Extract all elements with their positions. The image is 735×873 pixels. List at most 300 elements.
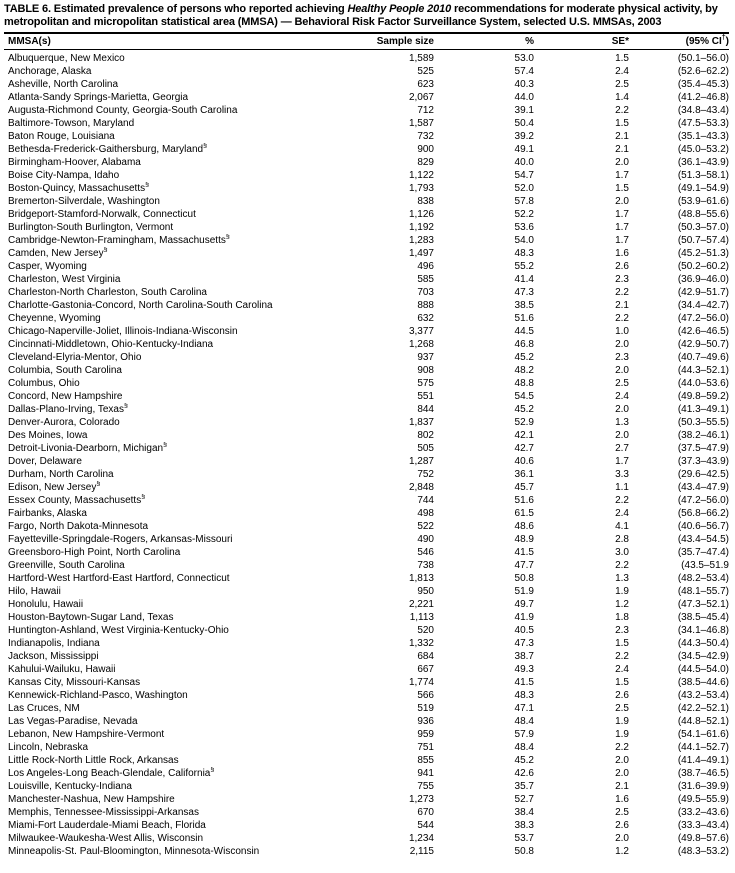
column-header-ci-text: (95% CI [685,35,722,47]
section-footnote-marker: § [145,181,150,189]
percent-cell: 49.7 [514,598,534,610]
mmsa-name-cell [4,416,376,429]
mmsa-name: Cleveland-Elyria-Mentor, Ohio [8,351,142,363]
ci-cell: (43.5–51.9 [681,559,729,571]
percent-cell: 49.3 [514,663,534,675]
mmsa-name: Charleston, West Virginia [8,273,121,285]
ci-cell: (49.1–54.9) [677,182,729,194]
table-row [4,130,729,143]
sample-size-cell: 941 [417,767,434,779]
percent-cell: 47.7 [514,559,534,571]
table-row [4,377,729,390]
percent-cell: 50.8 [514,572,534,584]
mmsa-name-cell [4,481,376,494]
mmsa-name: Atlanta-Sandy Springs-Marietta, Georgia [8,91,189,103]
se-cell: 1.5 [615,676,629,688]
mmsa-name: Fargo, North Dakota-Minnesota [8,520,149,532]
mmsa-name: Miami-Fort Lauderdale-Miami Beach, Florida [8,819,206,831]
mmsa-name: Albuquerque, New Mexico [8,52,125,64]
mmsa-name-cell [4,520,376,533]
percent-cell: 61.5 [514,507,534,519]
table-row [4,611,729,624]
sample-size-cell: 738 [417,559,434,571]
mmsa-name: Lebanon, New Hampshire-Vermont [8,728,165,740]
sample-size-cell: 802 [417,429,434,441]
ci-cell: (33.3–43.4) [677,819,729,831]
mmsa-name-cell [4,312,376,325]
table-row [4,832,729,845]
se-cell: 2.5 [615,78,629,90]
mmsa-name: Essex County, Massachusetts [8,494,142,506]
mmsa-name-cell [4,130,376,143]
sample-size-cell: 1,774 [408,676,434,688]
table-row [4,208,729,221]
mmsa-name: Asheville, North Carolina [8,78,119,90]
percent-cell: 47.3 [514,637,534,649]
mmsa-name: Anchorage, Alaska [8,65,92,77]
table-row [4,416,729,429]
sample-size-cell: 670 [417,806,434,818]
percent-cell: 49.1 [514,143,534,155]
mmsa-name-cell [4,65,376,78]
percent-cell: 45.2 [514,403,534,415]
percent-cell: 48.2 [514,364,534,376]
mmsa-name: Denver-Aurora, Colorado [8,416,120,428]
se-cell: 2.1 [615,130,629,142]
mmsa-name: Bridgeport-Stamford-Norwalk, Connecticut [8,208,196,220]
mmsa-name: Des Moines, Iowa [8,429,88,441]
sample-size-cell: 525 [417,65,434,77]
ci-cell: (47.2–56.0) [677,312,729,324]
sample-size-cell: 544 [417,819,434,831]
mmsa-name-cell [4,546,376,559]
percent-cell: 45.2 [514,351,534,363]
table-row [4,845,729,858]
se-cell: 1.7 [615,234,629,246]
ci-cell: (49.8–57.6) [677,832,729,844]
sample-size-cell: 1,122 [408,169,434,181]
table-row [4,182,729,195]
mmsa-name-cell [4,247,376,260]
percent-cell: 57.4 [514,65,534,77]
percent-cell: 44.5 [514,325,534,337]
section-footnote-marker: § [123,402,128,410]
table-row [4,351,729,364]
percent-cell: 38.3 [514,819,534,831]
se-cell: 1.6 [615,247,629,259]
se-cell: 2.0 [615,156,629,168]
ci-cell: (51.3–58.1) [677,169,729,181]
sample-size-cell: 755 [417,780,434,792]
percent-cell: 40.5 [514,624,534,636]
mmsa-name-cell [4,390,376,403]
sample-size-cell: 1,587 [408,117,434,129]
se-cell: 2.3 [615,273,629,285]
se-cell: 1.8 [615,611,629,623]
mmsa-name-cell [4,494,376,507]
table-row [4,559,729,572]
mmsa-name-cell [4,91,376,104]
sample-size-cell: 888 [417,299,434,311]
sample-size-cell: 1,283 [408,234,434,246]
percent-cell: 41.4 [514,273,534,285]
mmsa-name: Hartford-West Hartford-East Hartford, Connecticut [8,572,230,584]
sample-size-cell: 520 [417,624,434,636]
ci-cell: (48.1–55.7) [677,585,729,597]
mmsa-name: Birmingham-Hoover, Alabama [8,156,141,168]
table-row [4,169,729,182]
table-row [4,585,729,598]
ci-cell: (44.8–52.1) [677,715,729,727]
sample-size-cell: 1,273 [408,793,434,805]
mmsa-name: Milwaukee-Waukesha-West Allis, Wisconsin [8,832,204,844]
percent-cell: 54.7 [514,169,534,181]
percent-cell: 48.9 [514,533,534,545]
sample-size-cell: 829 [417,156,434,168]
mmsa-name-cell [4,429,376,442]
percent-cell: 45.2 [514,754,534,766]
mmsa-name: Durham, North Carolina [8,468,114,480]
mmsa-name: Fayetteville-Springdale-Rogers, Arkansas-Missouri [8,533,233,545]
mmsa-name: Indianapolis, Indiana [8,637,100,649]
mmsa-name-cell [4,585,376,598]
ci-cell: (40.7–49.6) [677,351,729,363]
mmsa-name-cell [4,442,376,455]
table-title-suffix: recommendations for moderate physical activity, by metropolitan and micropolitan statistical area (MMSA) — Behavioral Risk Factor Surveillance System, selected U.S. MMSAs, 2003 [4,3,718,29]
percent-cell: 48.8 [514,377,534,389]
mmsa-name-cell [4,182,376,195]
table-row [4,533,729,546]
section-footnote-marker: § [163,441,167,449]
percent-cell: 38.4 [514,806,534,818]
sample-size-cell: 623 [417,78,434,90]
sample-size-cell: 519 [417,702,434,714]
ci-cell: (44.3–52.1) [677,364,729,376]
percent-cell: 38.7 [514,650,534,662]
mmsa-name: Las Cruces, NM [8,702,80,714]
ci-cell: (53.9–61.6) [677,195,729,207]
sample-size-cell: 844 [417,403,434,415]
table-row [4,338,729,351]
se-cell: 2.2 [615,650,629,662]
table-header [4,34,729,50]
se-cell: 1.2 [615,845,629,857]
percent-cell: 38.5 [514,299,534,311]
table-header-row [4,34,729,50]
table-title-prefix: TABLE 6. Estimated prevalence of persons who reported achieving [4,3,348,15]
sample-size-cell: 908 [417,364,434,376]
mmsa-name: Cambridge-Newton-Framingham, Massachusetts [8,234,226,246]
mmsa-name: Charlotte-Gastonia-Concord, North Carolina-South Carolina [8,299,273,311]
table-row [4,546,729,559]
se-cell: 3.0 [615,546,629,558]
ci-cell: (41.3–49.1) [677,403,729,415]
sample-size-cell: 632 [417,312,434,324]
mmsa-name-cell [4,793,376,806]
mmsa-name-cell [4,468,376,481]
mmsa-name-cell [4,572,376,585]
se-cell: 1.4 [615,91,629,103]
mmsa-name: Boise City-Nampa, Idaho [8,169,120,181]
mmsa-name: Memphis, Tennessee-Mississippi-Arkansas [8,806,199,818]
se-cell: 1.9 [615,585,629,597]
percent-cell: 41.5 [514,676,534,688]
se-cell: 2.1 [615,299,629,311]
se-cell: 2.1 [615,780,629,792]
mmsa-name: Cincinnati-Middletown, Ohio-Kentucky-Indiana [8,338,214,350]
se-cell: 2.6 [615,689,629,701]
ci-cell: (43.2–53.4) [677,689,729,701]
percent-cell: 57.9 [514,728,534,740]
mmsa-name-cell [4,325,376,338]
mmsa-name: Edison, New Jersey [8,481,97,493]
table-row [4,403,729,416]
mmsa-name-cell [4,455,376,468]
mmsa-name: Camden, New Jersey [8,247,104,259]
ci-cell: (34.8–43.4) [677,104,729,116]
se-cell: 2.4 [615,663,629,675]
ci-cell: (41.4–49.1) [677,754,729,766]
mmsa-name: Baltimore-Towson, Maryland [8,117,135,129]
mmsa-name: Manchester-Nashua, New Hampshire [8,793,175,805]
mmsa-name-cell [4,845,376,858]
mmsa-name: Kansas City, Missouri-Kansas [8,676,141,688]
mmsa-name: Augusta-Richmond County, Georgia-South Carolina [8,104,238,116]
table-row [4,754,729,767]
percent-cell: 41.5 [514,546,534,558]
mmsa-name-cell [4,832,376,845]
mmsa-name: Charleston-North Charleston, South Carolina [8,286,207,298]
mmsa-name: Louisville, Kentucky-Indiana [8,780,132,792]
sample-size-cell: 959 [417,728,434,740]
mmsa-name-cell [4,767,376,780]
table-row [4,520,729,533]
percent-cell: 45.7 [514,481,534,493]
ci-cell: (34.5–42.9) [677,650,729,662]
ci-cell: (35.4–45.3) [677,78,729,90]
table-row [4,78,729,91]
ci-cell: (42.9–51.7) [677,286,729,298]
prevalence-table [4,34,729,858]
table-row [4,663,729,676]
mmsa-name-cell [4,156,376,169]
mmsa-name-cell [4,351,376,364]
table-row [4,689,729,702]
table-row [4,793,729,806]
sample-size-cell: 1,234 [408,832,434,844]
sample-size-cell: 667 [417,663,434,675]
mmsa-name: Concord, New Hampshire [8,390,123,402]
se-cell: 1.1 [615,481,629,493]
se-cell: 2.2 [615,741,629,753]
sample-size-cell: 546 [417,546,434,558]
percent-cell: 54.5 [514,390,534,402]
ci-cell: (44.3–50.4) [677,637,729,649]
table-row [4,650,729,663]
table-title [4,3,729,34]
ci-cell: (50.2–60.2) [677,260,729,272]
mmsa-name-cell [4,611,376,624]
ci-cell: (35.7–47.4) [677,546,729,558]
se-cell: 2.0 [615,754,629,766]
se-cell: 2.8 [615,533,629,545]
mmsa-name-cell [4,143,376,156]
sample-size-cell: 490 [417,533,434,545]
percent-cell: 48.3 [514,247,534,259]
ci-cell: (34.4–42.7) [677,299,729,311]
mmsa-name: Baton Rouge, Louisiana [8,130,115,142]
ci-cell: (44.0–53.6) [677,377,729,389]
table-row [4,780,729,793]
table-row [4,247,729,260]
section-footnote-marker: § [103,246,108,254]
sample-size-cell: 2,848 [408,481,434,493]
table-row [4,260,729,273]
percent-cell: 42.7 [514,442,534,454]
mmsa-name-cell [4,715,376,728]
sample-size-cell: 1,793 [408,182,434,194]
ci-cell: (38.2–46.1) [677,429,729,441]
mmsa-name-cell [4,533,376,546]
se-cell: 2.0 [615,767,629,779]
mmsa-name: Hilo, Hawaii [8,585,61,597]
sample-size-cell: 900 [417,143,434,155]
ci-cell: (36.1–43.9) [677,156,729,168]
table-row [4,117,729,130]
ci-cell: (34.1–46.8) [677,624,729,636]
mmsa-name-cell [4,806,376,819]
table-row [4,273,729,286]
se-cell: 2.0 [615,403,629,415]
percent-cell: 42.6 [514,767,534,779]
ci-cell: (49.5–55.9) [677,793,729,805]
mmsa-name-cell [4,780,376,793]
percent-cell: 44.0 [514,91,534,103]
mmsa-name-cell [4,208,376,221]
mmsa-name: Columbia, South Carolina [8,364,122,376]
se-cell: 1.7 [615,208,629,220]
table-row [4,143,729,156]
percent-cell: 47.3 [514,286,534,298]
sample-size-cell: 566 [417,689,434,701]
table-row [4,572,729,585]
mmsa-name: Chicago-Naperville-Joliet, Illinois-Indiana-Wisconsin [8,325,238,337]
table-row [4,741,729,754]
mmsa-name-cell [4,663,376,676]
ci-cell: (48.2–53.4) [677,572,729,584]
column-header-sample-size: Sample size [376,34,434,50]
sample-size-cell: 1,113 [409,611,434,623]
se-cell: 1.5 [615,637,629,649]
mmsa-name: Lincoln, Nebraska [8,741,89,753]
ci-cell: (41.2–46.8) [677,91,729,103]
sample-size-cell: 1,497 [408,247,434,259]
se-cell: 1.6 [615,793,629,805]
percent-cell: 39.2 [514,130,534,142]
percent-cell: 51.9 [514,585,534,597]
table-row [4,598,729,611]
mmsa-name-cell [4,403,376,416]
se-cell: 2.0 [615,364,629,376]
ci-cell: (40.6–56.7) [677,520,729,532]
se-cell: 3.3 [615,468,629,480]
sample-size-cell: 498 [417,507,434,519]
sample-size-cell: 751 [417,741,434,753]
mmsa-name-cell [4,273,376,286]
table-row [4,429,729,442]
sample-size-cell: 505 [417,442,434,454]
table-row [4,507,729,520]
ci-cell: (52.6–62.2) [677,65,729,77]
percent-cell: 40.0 [514,156,534,168]
column-header-percent: % [434,34,534,50]
table-row [4,442,729,455]
mmsa-name: Columbus, Ohio [8,377,80,389]
se-cell: 2.0 [615,429,629,441]
section-footnote-marker: § [96,480,101,488]
table-row [4,65,729,78]
se-cell: 1.7 [615,169,629,181]
ci-cell: (50.1–56.0) [677,52,729,64]
mmsa-name: Houston-Baytown-Sugar Land, Texas [8,611,174,623]
ci-cell: (50.3–57.0) [677,221,729,233]
se-cell: 2.4 [615,390,629,402]
column-header-mmsa: MMSA(s) [4,34,376,50]
mmsa-name: Bethesda-Frederick-Gaithersburg, Maryland [8,143,204,155]
se-cell: 1.5 [615,117,629,129]
percent-cell: 36.1 [514,468,534,480]
sample-size-cell: 551 [417,390,434,402]
table-row [4,364,729,377]
ci-cell: (38.5–45.4) [677,611,729,623]
percent-cell: 57.8 [514,195,534,207]
table-row [4,455,729,468]
sample-size-cell: 937 [417,351,434,363]
ci-cell: (36.9–46.0) [677,273,729,285]
ci-cell: (50.3–55.5) [677,416,729,428]
table-body [4,49,729,858]
mmsa-name: Dallas-Plano-Irving, Texas [8,403,124,415]
percent-cell: 40.3 [514,78,534,90]
column-header-ci-close: ) [725,35,729,47]
column-header-se: SE* [534,34,629,50]
table-row [4,637,729,650]
mmsa-name-cell [4,364,376,377]
se-cell: 2.2 [615,494,629,506]
table-row [4,312,729,325]
ci-cell: (35.1–43.3) [677,130,729,142]
ci-cell: (43.4–47.9) [677,481,729,493]
ci-cell: (38.7–46.5) [677,767,729,779]
se-cell: 2.3 [615,351,629,363]
se-cell: 1.9 [615,715,629,727]
percent-cell: 52.2 [514,208,534,220]
ci-cell: (37.3–43.9) [677,455,729,467]
mmsa-name: Minneapolis-St. Paul-Bloomington, Minnesota-Wisconsin [8,845,260,857]
se-cell: 2.2 [615,104,629,116]
mmsa-name: Cheyenne, Wyoming [8,312,101,324]
se-cell: 2.2 [615,286,629,298]
table-row [4,390,729,403]
mmsa-name-cell [4,195,376,208]
percent-cell: 48.6 [514,520,534,532]
table-row [4,728,729,741]
sample-size-cell: 2,115 [409,845,434,857]
se-cell: 2.4 [615,507,629,519]
sample-size-cell: 744 [417,494,434,506]
percent-cell: 42.1 [514,429,534,441]
sample-size-cell: 855 [417,754,434,766]
